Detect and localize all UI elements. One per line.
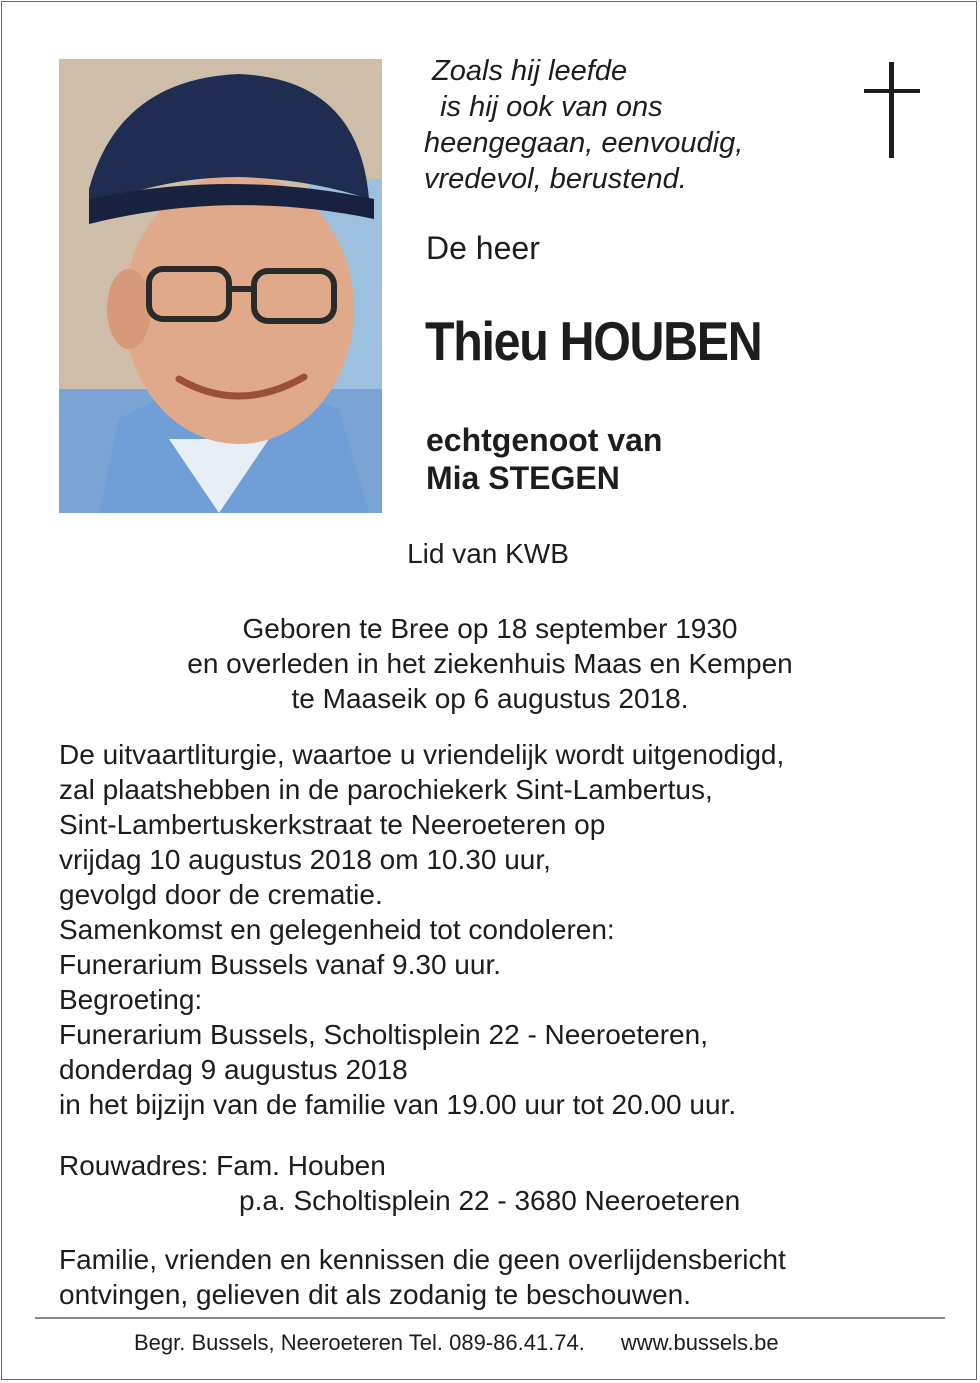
birth-death-info: [0, 611, 980, 716]
address-line: p.a. Scholtisplein 22 - 3680 Neeroeteren: [239, 1185, 741, 1216]
funeral-line: De uitvaartliturgie, waartoe u vriendelijk wordt uitgenodigd,: [59, 739, 785, 770]
verse-line: is hij ook van ons: [424, 91, 663, 123]
verse-line: Zoals hij leefde: [424, 55, 628, 87]
funeral-line: Funerarium Bussels, Scholtisplein 22 - Neeroeteren,: [59, 1019, 708, 1050]
funeral-line: Sint-Lambertuskerkstraat te Neeroeteren op: [59, 809, 606, 840]
spouse-block: [426, 421, 662, 497]
footer: [134, 1330, 779, 1356]
funeral-line: Samenkomst en gelegenheid tot condoleren:: [59, 914, 615, 945]
funeral-line: Begroeting:: [59, 984, 203, 1015]
birth-death-line: Geboren te Bree op 18 september 1930: [242, 613, 738, 644]
birth-death-line: en overleden in het ziekenhuis Maas en Kempen: [187, 648, 793, 679]
notice-line: Familie, vrienden en kennissen die geen overlijdensbericht: [59, 1244, 786, 1275]
latin-cross-icon: [864, 62, 920, 158]
funeral-line: Funerarium Bussels vanaf 9.30 uur.: [59, 949, 502, 980]
spouse-name: Mia STEGEN: [426, 460, 620, 496]
notice-line: ontvingen, gelieven dit als zodanig te beschouwen.: [59, 1279, 691, 1310]
memorial-verse: [424, 53, 743, 197]
honorific-title: De heer: [426, 230, 540, 266]
funeral-home-contact: Begr. Bussels, Neeroeteren Tel. 089-86.41.74.: [134, 1330, 585, 1355]
verse-line: heengegaan, eenvoudig,: [424, 127, 744, 159]
birth-death-line: te Maaseik op 6 augustus 2018.: [291, 683, 689, 714]
membership-text: Lid van KWB: [407, 538, 569, 569]
spouse-label: echtgenoot van: [426, 422, 663, 458]
verse-line: vredevol, berustend.: [424, 163, 687, 195]
portrait-photo: [59, 59, 382, 513]
address-line: Rouwadres: Fam. Houben: [59, 1150, 386, 1181]
footer-divider: [35, 1317, 945, 1319]
funeral-line: zal plaatshebben in de parochiekerk Sint-Lambertus,: [59, 774, 713, 805]
funeral-line: donderdag 9 augustus 2018: [59, 1054, 408, 1085]
membership: [0, 538, 980, 570]
portrait-illustration: [59, 59, 382, 513]
mourning-address: [59, 1148, 740, 1218]
website-link[interactable]: www.bussels.be: [620, 1330, 779, 1355]
notice-text: [59, 1242, 786, 1312]
funeral-line: in het bijzijn van de familie van 19.00 uur tot 20.00 uur.: [59, 1089, 737, 1120]
deceased-name: Thieu HOUBEN: [425, 310, 762, 372]
funeral-details: [59, 737, 784, 1122]
funeral-line: gevolgd door de crematie.: [59, 879, 383, 910]
funeral-line: vrijdag 10 augustus 2018 om 10.30 uur,: [59, 844, 551, 875]
